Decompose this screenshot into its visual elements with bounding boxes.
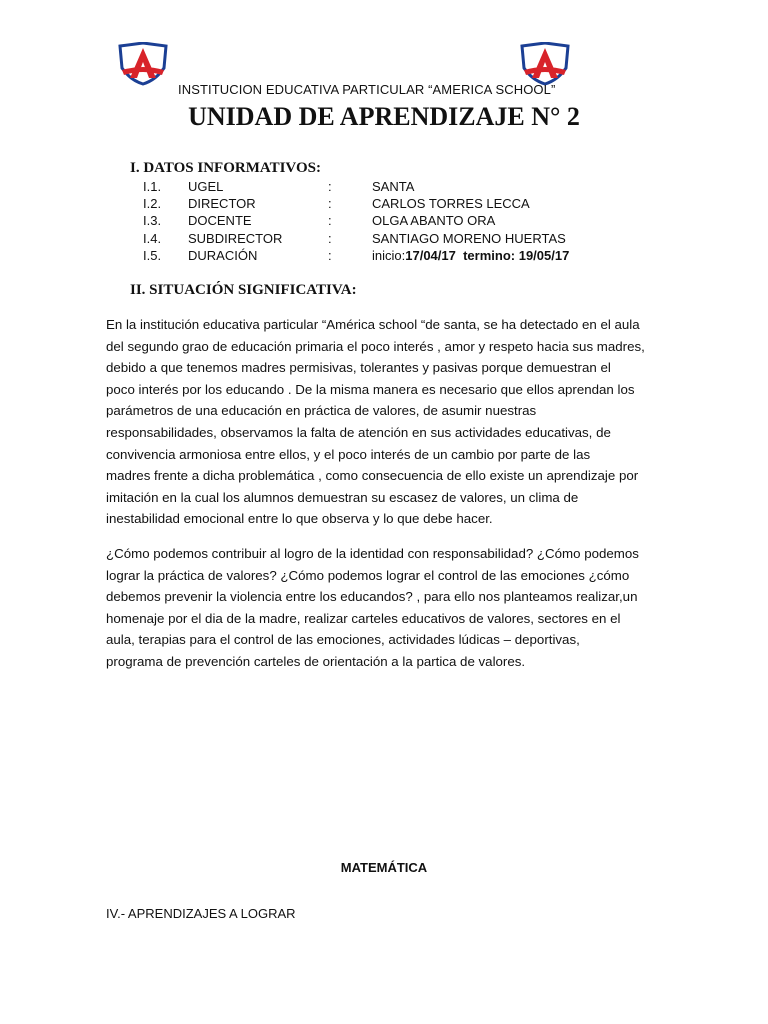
paragraph-line: parámetros de una educación en práctica de valores, de asumir nuestras <box>106 403 537 419</box>
info-number: I.4. <box>143 231 162 246</box>
info-value: CARLOS TORRES LECCA <box>372 196 530 211</box>
paragraph-line: responsabilidades, observamos la falta de atención en sus actividades educativas, de <box>106 424 611 440</box>
paragraph-line: lograr la práctica de valores? ¿Cómo podemos lograr el control de las emociones ¿cómo <box>106 567 630 583</box>
school-name: INSTITUCION EDUCATIVA PARTICULAR “AMERICA SCHOOL” <box>178 82 556 97</box>
info-label: SUBDIRECTOR <box>188 231 283 246</box>
info-number: I.1. <box>143 179 162 194</box>
document-title: UNIDAD DE APRENDIZAJE N° 2 <box>188 102 580 131</box>
paragraph-questions <box>106 543 676 673</box>
duration-value <box>372 248 569 263</box>
paragraph-line: poco interés por los educando . De la misma manera es necesario que ellos aprendan los <box>106 381 635 397</box>
info-separator: : <box>328 248 332 263</box>
info-row <box>0 231 768 249</box>
info-value: OLGA ABANTO ORA <box>372 213 496 228</box>
paragraph-line: madres frente a dicha problemática , como consecuencia de ello existe un aprendizaje por <box>106 468 639 484</box>
info-separator: : <box>328 213 332 228</box>
info-row <box>0 248 768 266</box>
paragraph-line: aula, terapias para el control de las emociones, actividades lúdicas – deportivas, <box>106 632 580 648</box>
school-logo-left <box>116 42 170 86</box>
info-separator: : <box>328 179 332 194</box>
section-1-heading: I. DATOS INFORMATIVOS: <box>130 160 321 176</box>
duration-end-label: termino: <box>463 248 516 263</box>
info-label: DURACIÓN <box>188 248 258 263</box>
info-label: DOCENTE <box>188 213 252 228</box>
paragraph-situation <box>106 314 676 530</box>
paragraph-line: debido a que tenemos madres permisivas, tolerantes y pasivas porque demuestran el <box>106 360 611 376</box>
info-value: SANTIAGO MORENO HUERTAS <box>372 231 566 246</box>
paragraph-line: imitación en la cual los alumnos demuestran su escasez de valores, un clima de <box>106 489 579 505</box>
paragraph-line: homenaje por el dia de la madre, realizar carteles educativos de valores, sectores en el <box>106 610 621 626</box>
duration-end-date: 19/05/17 <box>518 248 570 263</box>
school-logo-right <box>518 42 572 86</box>
paragraph-line: En la institución educativa particular “América school “de santa, se ha detectado en el aula <box>106 317 640 332</box>
info-number: I.5. <box>143 248 162 263</box>
info-row <box>0 196 768 214</box>
info-separator: : <box>328 196 332 211</box>
paragraph-line: del segundo grao de educación primaria el poco interés , amor y respeto hacia sus madres, <box>106 338 645 354</box>
duration-start-date: 17/04/17 <box>405 248 456 263</box>
subject-heading: MATEMÁTICA <box>340 860 428 875</box>
paragraph-line: inestabilidad emocional entre lo que observa y lo que debe hacer. <box>106 511 493 527</box>
duration-start-label: inicio: <box>372 248 406 263</box>
info-number: I.3. <box>143 213 162 228</box>
paragraph-line: debemos prevenir la violencia entre los educandos? , para ello nos planteamos realizar,un <box>106 589 638 605</box>
info-label: DIRECTOR <box>188 196 256 211</box>
info-row <box>0 179 768 197</box>
paragraph-line: ¿Cómo podemos contribuir al logro de la identidad con responsabilidad? ¿Cómo podemos <box>106 546 639 561</box>
paragraph-line: programa de prevención carteles de orientación a la partica de valores. <box>106 653 526 669</box>
section-2-heading: II. SITUACIÓN SIGNIFICATIVA: <box>130 282 357 298</box>
info-value: SANTA <box>372 179 415 194</box>
info-row <box>0 213 768 231</box>
section-4-heading: IV.- APRENDIZAJES A LOGRAR <box>106 906 296 921</box>
info-number: I.2. <box>143 196 162 211</box>
info-label: UGEL <box>188 179 224 194</box>
paragraph-line: convivencia armoniosa entre ellos, y el poco interés de un cambio por parte de las <box>106 446 591 462</box>
info-separator: : <box>328 231 332 246</box>
